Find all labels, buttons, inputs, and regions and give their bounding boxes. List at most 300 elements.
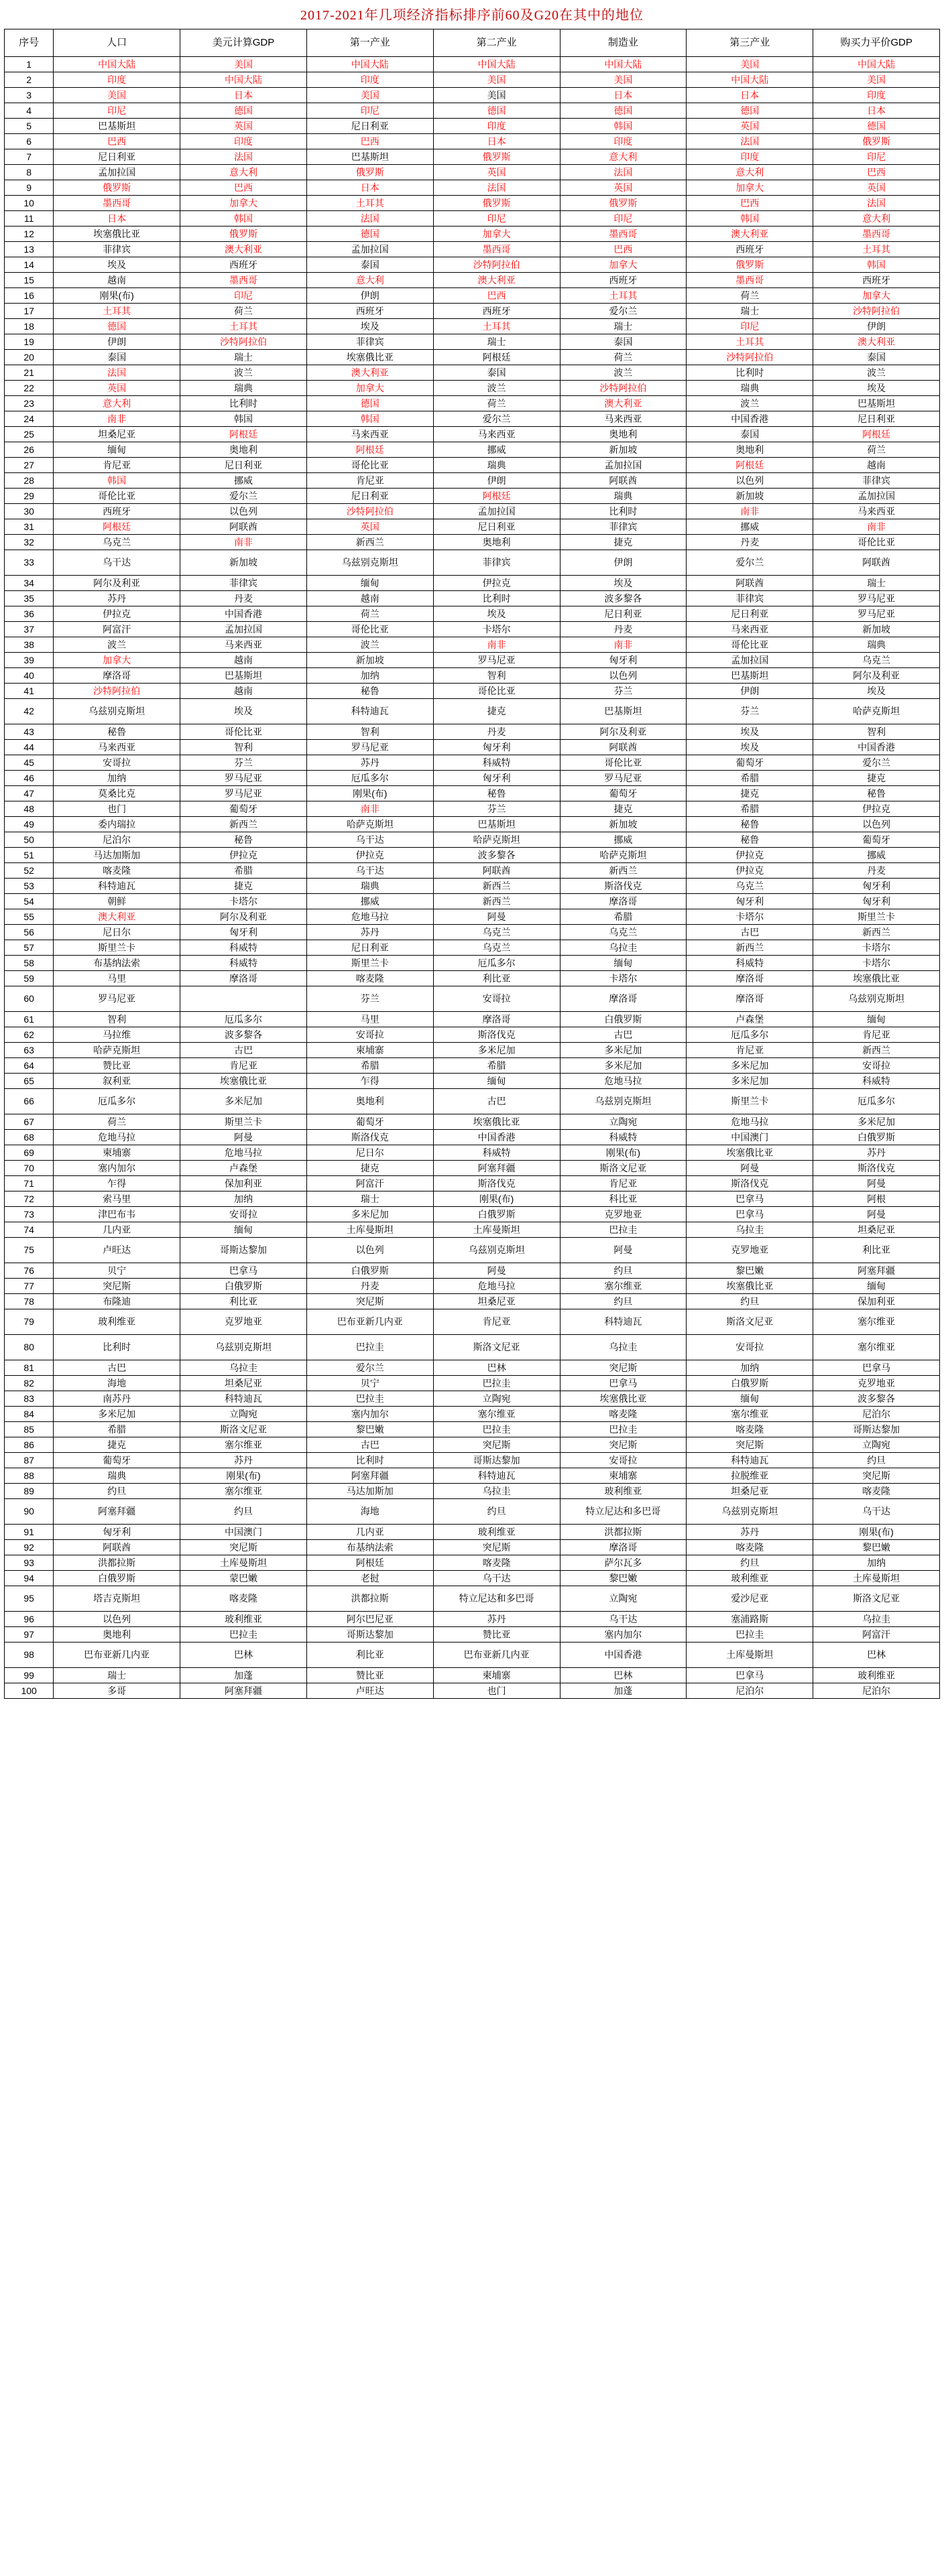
cell: 刚果(布) <box>180 1468 307 1484</box>
cell: 希腊 <box>560 909 687 925</box>
cell: 卡塔尔 <box>813 956 940 971</box>
cell: 尼泊尔 <box>687 1683 813 1699</box>
table-row <box>5 940 940 956</box>
table-header-row <box>5 29 940 57</box>
cell: 安哥拉 <box>54 755 180 771</box>
table-row <box>5 863 940 879</box>
cell: 哥伦比亚 <box>813 535 940 550</box>
cell: 厄瓜多尔 <box>813 1089 940 1114</box>
cell: 阿曼 <box>560 1238 687 1263</box>
row-rank: 74 <box>5 1222 54 1238</box>
cell: 泰国 <box>560 334 687 350</box>
col-header-manufacturing: 制造业 <box>560 29 687 57</box>
cell: 突尼斯 <box>433 1437 560 1453</box>
cell: 埃及 <box>813 381 940 396</box>
cell: 坦桑尼亚 <box>813 1222 940 1238</box>
cell: 南非 <box>306 801 433 817</box>
cell: 瑞典 <box>560 489 687 504</box>
cell: 捷克 <box>306 1161 433 1176</box>
cell: 土库曼斯坦 <box>180 1555 307 1571</box>
cell: 乌克兰 <box>560 925 687 940</box>
cell: 危地马拉 <box>180 1145 307 1161</box>
cell: 卢旺达 <box>306 1683 433 1699</box>
cell: 喀麦隆 <box>560 1407 687 1422</box>
cell: 摩洛哥 <box>180 971 307 986</box>
table-row <box>5 668 940 684</box>
cell: 尼泊尔 <box>813 1407 940 1422</box>
cell: 多米尼加 <box>560 1043 687 1058</box>
cell: 捷克 <box>560 801 687 817</box>
table-row <box>5 1335 940 1360</box>
cell: 希腊 <box>687 771 813 786</box>
table-row <box>5 684 940 699</box>
cell: 奥地利 <box>54 1627 180 1643</box>
table-row <box>5 801 940 817</box>
cell: 西班牙 <box>813 273 940 288</box>
cell: 白俄罗斯 <box>433 1207 560 1222</box>
row-rank: 25 <box>5 427 54 442</box>
cell: 老挝 <box>306 1571 433 1586</box>
row-rank: 87 <box>5 1453 54 1468</box>
row-rank: 24 <box>5 411 54 427</box>
table-row <box>5 1360 940 1376</box>
cell: 乌兹别克斯坦 <box>813 986 940 1012</box>
cell: 美国 <box>433 88 560 103</box>
cell: 白俄罗斯 <box>306 1263 433 1279</box>
table-row <box>5 1263 940 1279</box>
cell: 肯尼亚 <box>687 1043 813 1058</box>
cell: 土耳其 <box>433 319 560 334</box>
cell: 危地马拉 <box>433 1279 560 1294</box>
col-header-secondary-industry: 第二产业 <box>433 29 560 57</box>
table-row <box>5 72 940 88</box>
cell: 缅甸 <box>433 1074 560 1089</box>
cell: 斯洛伐克 <box>813 1161 940 1176</box>
cell: 日本 <box>813 103 940 119</box>
cell: 意大利 <box>54 396 180 411</box>
cell: 白俄罗斯 <box>813 1130 940 1145</box>
cell: 以色列 <box>54 1612 180 1627</box>
cell: 波兰 <box>433 381 560 396</box>
cell: 菲律宾 <box>813 473 940 489</box>
cell: 阿根 <box>813 1192 940 1207</box>
table-row <box>5 350 940 365</box>
cell: 泰国 <box>433 365 560 381</box>
cell: 巴西 <box>560 242 687 257</box>
cell: 南非 <box>813 519 940 535</box>
cell: 新西兰 <box>433 879 560 894</box>
cell: 危地马拉 <box>54 1130 180 1145</box>
cell: 葡萄牙 <box>306 1114 433 1130</box>
cell: 利比亚 <box>433 971 560 986</box>
cell: 巴拿马 <box>687 1192 813 1207</box>
cell: 斯洛文尼亚 <box>433 1335 560 1360</box>
cell: 荷兰 <box>180 304 307 319</box>
table-row <box>5 242 940 257</box>
cell: 奥地利 <box>687 442 813 458</box>
cell: 德国 <box>306 227 433 242</box>
cell: 肯尼亚 <box>813 1027 940 1043</box>
cell: 肯尼亚 <box>180 1058 307 1074</box>
cell: 英国 <box>54 381 180 396</box>
row-rank: 19 <box>5 334 54 350</box>
cell: 海地 <box>306 1499 433 1525</box>
row-rank: 66 <box>5 1089 54 1114</box>
cell: 伊拉克 <box>306 848 433 863</box>
cell: 捷克 <box>433 699 560 724</box>
table-row <box>5 786 940 801</box>
cell: 约旦 <box>560 1263 687 1279</box>
cell: 土耳其 <box>180 319 307 334</box>
table-row <box>5 653 940 668</box>
cell: 多哥 <box>54 1683 180 1699</box>
cell: 俄罗斯 <box>687 257 813 273</box>
cell: 乌克兰 <box>433 940 560 956</box>
table-row <box>5 832 940 848</box>
cell: 新加坡 <box>306 653 433 668</box>
cell: 秘鲁 <box>687 832 813 848</box>
cell: 马里 <box>306 1012 433 1027</box>
cell: 也门 <box>54 801 180 817</box>
row-rank: 99 <box>5 1668 54 1683</box>
cell: 巴拿马 <box>180 1263 307 1279</box>
table-row <box>5 1012 940 1027</box>
table-row <box>5 1407 940 1422</box>
cell: 苏丹 <box>306 925 433 940</box>
cell: 蒙巴嫩 <box>180 1571 307 1586</box>
row-rank: 96 <box>5 1612 54 1627</box>
cell: 玻利维亚 <box>54 1309 180 1335</box>
row-rank: 97 <box>5 1627 54 1643</box>
cell: 西班牙 <box>180 257 307 273</box>
row-rank: 44 <box>5 740 54 755</box>
cell: 塞尔维亚 <box>813 1309 940 1335</box>
cell: 丹麦 <box>433 724 560 740</box>
cell: 巴西 <box>306 134 433 149</box>
cell: 柬埔寨 <box>306 1043 433 1058</box>
cell: 越南 <box>813 458 940 473</box>
cell: 尼泊尔 <box>813 1683 940 1699</box>
cell: 乍得 <box>54 1176 180 1192</box>
table-row <box>5 1145 940 1161</box>
table-row <box>5 1468 940 1484</box>
cell: 卡塔尔 <box>433 622 560 637</box>
cell: 萨尔瓦多 <box>560 1555 687 1571</box>
cell: 新西兰 <box>433 894 560 909</box>
cell: 波兰 <box>687 396 813 411</box>
table-row <box>5 771 940 786</box>
cell: 阿尔及利亚 <box>813 668 940 684</box>
row-rank: 53 <box>5 879 54 894</box>
cell: 安哥拉 <box>433 986 560 1012</box>
cell: 突尼斯 <box>560 1437 687 1453</box>
cell: 卡塔尔 <box>560 971 687 986</box>
cell: 刚果(布) <box>560 1145 687 1161</box>
cell: 危地马拉 <box>687 1114 813 1130</box>
cell: 美国 <box>433 72 560 88</box>
cell: 洪都拉斯 <box>306 1586 433 1612</box>
table-row <box>5 334 940 350</box>
cell: 阿塞拜疆 <box>54 1499 180 1525</box>
table-row <box>5 848 940 863</box>
cell: 乌兹别克斯坦 <box>54 699 180 724</box>
row-rank: 58 <box>5 956 54 971</box>
row-rank: 92 <box>5 1540 54 1555</box>
cell: 哥斯达黎加 <box>813 1422 940 1437</box>
cell: 芬兰 <box>560 684 687 699</box>
cell: 俄罗斯 <box>433 149 560 165</box>
row-rank: 36 <box>5 606 54 622</box>
cell: 厄瓜多尔 <box>180 1012 307 1027</box>
row-rank: 85 <box>5 1422 54 1437</box>
cell: 白俄罗斯 <box>180 1279 307 1294</box>
row-rank: 8 <box>5 165 54 180</box>
col-header-population: 人口 <box>54 29 180 57</box>
cell: 古巴 <box>687 925 813 940</box>
col-header-usd-gdp: 美元计算GDP <box>180 29 307 57</box>
cell: 伊朗 <box>813 319 940 334</box>
cell: 芬兰 <box>687 699 813 724</box>
cell: 多米尼加 <box>687 1074 813 1089</box>
table-row <box>5 1114 940 1130</box>
cell: 奥地利 <box>306 1089 433 1114</box>
row-rank: 20 <box>5 350 54 365</box>
cell: 阿塞拜疆 <box>306 1468 433 1484</box>
cell: 乌干达 <box>813 1499 940 1525</box>
cell: 巴基斯坦 <box>306 149 433 165</box>
cell: 阿曼 <box>180 1130 307 1145</box>
cell: 尼泊尔 <box>54 832 180 848</box>
row-rank: 90 <box>5 1499 54 1525</box>
table-row <box>5 1525 940 1540</box>
cell: 塞浦路斯 <box>687 1612 813 1627</box>
row-rank: 47 <box>5 786 54 801</box>
cell: 埃塞俄比亚 <box>306 350 433 365</box>
cell: 刚果(布) <box>813 1525 940 1540</box>
cell: 黎巴嫩 <box>306 1422 433 1437</box>
cell: 墨西哥 <box>813 227 940 242</box>
cell: 古巴 <box>560 1027 687 1043</box>
cell: 澳大利亚 <box>433 273 560 288</box>
cell: 韩国 <box>813 257 940 273</box>
row-rank: 75 <box>5 1238 54 1263</box>
cell: 中国香港 <box>180 606 307 622</box>
cell: 印度 <box>54 72 180 88</box>
cell: 荷兰 <box>813 442 940 458</box>
cell: 加拿大 <box>180 196 307 211</box>
cell: 巴拿马 <box>813 1360 940 1376</box>
table-row <box>5 257 940 273</box>
cell: 突尼斯 <box>560 1360 687 1376</box>
row-rank: 40 <box>5 668 54 684</box>
cell: 斯洛伐克 <box>687 1176 813 1192</box>
cell: 新西兰 <box>813 925 940 940</box>
cell: 美国 <box>180 57 307 72</box>
cell: 中国大陆 <box>433 57 560 72</box>
cell: 土耳其 <box>687 334 813 350</box>
cell: 澳大利亚 <box>560 396 687 411</box>
cell: 加纳 <box>687 1360 813 1376</box>
cell: 法国 <box>54 365 180 381</box>
cell: 捷克 <box>560 535 687 550</box>
cell: 伊朗 <box>433 473 560 489</box>
cell: 南非 <box>433 637 560 653</box>
cell: 阿根廷 <box>433 350 560 365</box>
cell: 西班牙 <box>433 304 560 319</box>
cell: 伊朗 <box>54 334 180 350</box>
cell: 沙特阿拉伯 <box>180 334 307 350</box>
cell: 瑞典 <box>180 381 307 396</box>
cell: 美国 <box>687 57 813 72</box>
cell: 尼日利亚 <box>813 411 940 427</box>
cell: 葡萄牙 <box>813 832 940 848</box>
table-body <box>5 57 940 1699</box>
cell: 比利时 <box>560 504 687 519</box>
cell: 中国大陆 <box>54 57 180 72</box>
cell: 缅甸 <box>813 1012 940 1027</box>
cell: 塞内加尔 <box>54 1161 180 1176</box>
cell: 美国 <box>560 72 687 88</box>
cell: 阿根廷 <box>180 427 307 442</box>
table-row <box>5 699 940 724</box>
cell: 乌干达 <box>306 863 433 879</box>
cell <box>180 986 307 1012</box>
cell: 乌拉圭 <box>687 1222 813 1238</box>
table-row <box>5 319 940 334</box>
cell: 捷克 <box>813 771 940 786</box>
cell: 伊拉克 <box>687 848 813 863</box>
cell: 瑞典 <box>54 1468 180 1484</box>
table-row <box>5 637 940 653</box>
cell: 以色列 <box>687 473 813 489</box>
cell: 瑞士 <box>54 1668 180 1683</box>
cell: 苏丹 <box>306 755 433 771</box>
cell: 马来西亚 <box>54 740 180 755</box>
cell: 芬兰 <box>306 986 433 1012</box>
cell: 巴拉圭 <box>306 1391 433 1407</box>
row-rank: 37 <box>5 622 54 637</box>
cell: 希腊 <box>433 1058 560 1074</box>
cell: 芬兰 <box>433 801 560 817</box>
cell: 匈牙利 <box>180 925 307 940</box>
table-row <box>5 1192 940 1207</box>
row-rank: 5 <box>5 119 54 134</box>
cell: 罗马尼亚 <box>180 786 307 801</box>
cell: 克罗地亚 <box>180 1309 307 1335</box>
row-rank: 88 <box>5 1468 54 1484</box>
cell: 约旦 <box>560 1294 687 1309</box>
cell: 布基纳法索 <box>306 1540 433 1555</box>
cell: 比利时 <box>687 365 813 381</box>
cell: 约旦 <box>433 1499 560 1525</box>
table-row <box>5 1309 940 1335</box>
cell: 中国大陆 <box>180 72 307 88</box>
table-row <box>5 1612 940 1627</box>
cell: 阿曼 <box>813 1207 940 1222</box>
cell: 澳大利亚 <box>687 227 813 242</box>
cell: 爱尔兰 <box>687 550 813 576</box>
cell: 加纳 <box>813 1555 940 1571</box>
cell: 斯洛文尼亚 <box>560 1161 687 1176</box>
cell: 哥伦比亚 <box>560 755 687 771</box>
cell: 阿尔及利亚 <box>180 909 307 925</box>
cell: 科威特 <box>433 755 560 771</box>
table-row <box>5 381 940 396</box>
cell: 埃及 <box>687 740 813 755</box>
cell: 白俄罗斯 <box>560 1012 687 1027</box>
row-rank: 79 <box>5 1309 54 1335</box>
row-rank: 63 <box>5 1043 54 1058</box>
cell: 法国 <box>433 180 560 196</box>
cell: 阿联酋 <box>54 1540 180 1555</box>
table-row <box>5 288 940 304</box>
cell: 新加坡 <box>560 817 687 832</box>
cell: 缅甸 <box>180 1222 307 1238</box>
cell: 多米尼加 <box>813 1114 940 1130</box>
cell: 波兰 <box>813 365 940 381</box>
cell: 波多黎各 <box>813 1391 940 1407</box>
cell: 加纳 <box>54 771 180 786</box>
table-row <box>5 180 940 196</box>
col-header-ppp-gdp: 购买力平价GDP <box>813 29 940 57</box>
cell: 加拿大 <box>306 381 433 396</box>
row-rank: 73 <box>5 1207 54 1222</box>
cell: 安哥拉 <box>560 1453 687 1468</box>
cell: 埃塞俄比亚 <box>687 1145 813 1161</box>
cell: 法国 <box>687 134 813 149</box>
row-rank: 52 <box>5 863 54 879</box>
cell: 阿联酋 <box>560 473 687 489</box>
cell: 匈牙利 <box>560 653 687 668</box>
cell: 伊拉克 <box>687 863 813 879</box>
cell: 波兰 <box>306 637 433 653</box>
cell: 索马里 <box>54 1192 180 1207</box>
cell: 埃塞俄比亚 <box>687 1279 813 1294</box>
cell: 法国 <box>560 165 687 180</box>
cell: 罗马尼亚 <box>306 740 433 755</box>
cell: 哥伦比亚 <box>306 622 433 637</box>
cell: 马来西亚 <box>433 427 560 442</box>
cell: 丹麦 <box>560 622 687 637</box>
cell: 美国 <box>54 88 180 103</box>
cell: 法国 <box>306 211 433 227</box>
cell: 孟加拉国 <box>433 504 560 519</box>
cell: 越南 <box>180 684 307 699</box>
cell: 加拿大 <box>433 227 560 242</box>
table-row <box>5 724 940 740</box>
cell: 罗马尼亚 <box>433 653 560 668</box>
cell: 阿曼 <box>687 1161 813 1176</box>
row-rank: 51 <box>5 848 54 863</box>
cell: 波兰 <box>560 365 687 381</box>
cell: 巴拉圭 <box>687 1627 813 1643</box>
row-rank: 4 <box>5 103 54 119</box>
cell: 苏丹 <box>180 1453 307 1468</box>
cell: 巴西 <box>687 196 813 211</box>
cell: 洪都拉斯 <box>54 1555 180 1571</box>
row-rank: 94 <box>5 1571 54 1586</box>
cell: 尼日利亚 <box>560 606 687 622</box>
row-rank: 60 <box>5 986 54 1012</box>
cell: 印尼 <box>180 288 307 304</box>
cell: 塞尔维亚 <box>687 1407 813 1422</box>
cell: 乌拉圭 <box>560 940 687 956</box>
row-rank: 98 <box>5 1643 54 1668</box>
cell: 科特迪瓦 <box>180 1391 307 1407</box>
cell: 乌克兰 <box>433 925 560 940</box>
cell: 斯里兰卡 <box>180 1114 307 1130</box>
cell: 捷克 <box>687 786 813 801</box>
